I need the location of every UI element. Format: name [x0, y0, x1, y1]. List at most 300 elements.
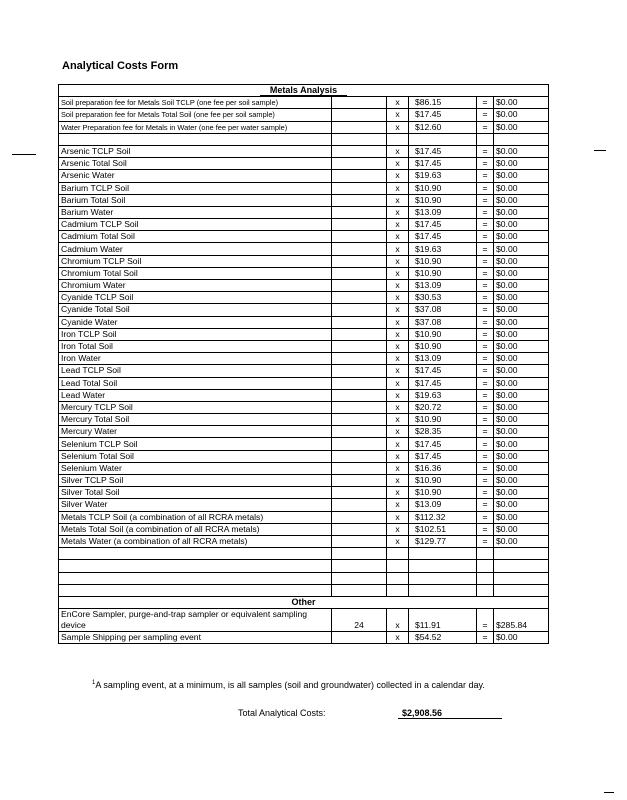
- total-analytical-costs: [238, 708, 502, 719]
- equals-symbol: =: [477, 231, 494, 243]
- equals-symbol: =: [477, 426, 494, 438]
- times-symbol: x: [387, 158, 409, 170]
- equals-symbol: =: [477, 328, 494, 340]
- blank-cell: [387, 584, 409, 596]
- blank-cell: [477, 560, 494, 572]
- cost-row: [59, 206, 549, 218]
- item-total: $0.00: [494, 304, 549, 316]
- item-quantity: [332, 109, 387, 121]
- item-total: $0.00: [494, 121, 549, 133]
- equals-symbol: =: [477, 182, 494, 194]
- item-description: Cyanide Water: [59, 316, 332, 328]
- item-quantity: [332, 535, 387, 547]
- item-rate: $86.15: [409, 97, 477, 109]
- item-total: $285.84: [494, 609, 549, 632]
- times-symbol: x: [387, 632, 409, 644]
- blank-cell: [387, 133, 409, 145]
- item-total: $0.00: [494, 523, 549, 535]
- item-quantity: [332, 194, 387, 206]
- item-total: $0.00: [494, 182, 549, 194]
- blank-cell: [494, 133, 549, 145]
- item-description: Silver TCLP Soil: [59, 475, 332, 487]
- item-total: $0.00: [494, 194, 549, 206]
- equals-symbol: =: [477, 511, 494, 523]
- times-symbol: x: [387, 340, 409, 352]
- times-symbol: x: [387, 328, 409, 340]
- equals-symbol: =: [477, 365, 494, 377]
- item-rate: $10.90: [409, 487, 477, 499]
- item-total: $0.00: [494, 401, 549, 413]
- item-description: Barium Total Soil: [59, 194, 332, 206]
- equals-symbol: =: [477, 487, 494, 499]
- item-rate: $17.45: [409, 231, 477, 243]
- item-rate: $30.53: [409, 292, 477, 304]
- item-rate: $10.90: [409, 328, 477, 340]
- item-rate: $17.45: [409, 450, 477, 462]
- item-rate: $17.45: [409, 219, 477, 231]
- footnote-text: A sampling event, at a minimum, is all samples (soil and groundwater) collected in a calendar day.: [95, 680, 485, 690]
- other-header-row: [59, 596, 549, 608]
- blank-cell: [409, 560, 477, 572]
- item-total: $0.00: [494, 231, 549, 243]
- times-symbol: x: [387, 121, 409, 133]
- item-total: $0.00: [494, 365, 549, 377]
- equals-symbol: =: [477, 145, 494, 157]
- item-rate: $17.45: [409, 109, 477, 121]
- item-rate: $17.45: [409, 365, 477, 377]
- item-quantity: [332, 401, 387, 413]
- item-rate: $12.60: [409, 121, 477, 133]
- item-rate: $19.63: [409, 243, 477, 255]
- cost-row: [59, 255, 549, 267]
- item-quantity: [332, 438, 387, 450]
- blank-row: [59, 584, 549, 596]
- item-total: $0.00: [494, 255, 549, 267]
- item-rate: $37.08: [409, 304, 477, 316]
- item-description: Metals TCLP Soil (a combination of all RCRA metals): [59, 511, 332, 523]
- times-symbol: x: [387, 182, 409, 194]
- equals-symbol: =: [477, 389, 494, 401]
- item-description: Chromium Water: [59, 280, 332, 292]
- equals-symbol: =: [477, 462, 494, 474]
- item-quantity: [332, 280, 387, 292]
- item-total: $0.00: [494, 499, 549, 511]
- item-description: Selenium Total Soil: [59, 450, 332, 462]
- item-rate: $28.35: [409, 426, 477, 438]
- item-description: Cyanide TCLP Soil: [59, 292, 332, 304]
- item-total: $0.00: [494, 450, 549, 462]
- item-quantity: [332, 450, 387, 462]
- item-description: Sample Shipping per sampling event: [59, 632, 332, 644]
- times-symbol: x: [387, 462, 409, 474]
- item-quantity: [332, 499, 387, 511]
- item-description: Mercury Total Soil: [59, 414, 332, 426]
- item-quantity: [332, 523, 387, 535]
- equals-symbol: =: [477, 475, 494, 487]
- times-symbol: x: [387, 206, 409, 218]
- item-description: Barium Water: [59, 206, 332, 218]
- item-rate: $10.90: [409, 267, 477, 279]
- item-quantity: [332, 632, 387, 644]
- item-description: Mercury Water: [59, 426, 332, 438]
- blank-cell: [59, 560, 332, 572]
- blank-row: [59, 560, 549, 572]
- item-rate: $102.51: [409, 523, 477, 535]
- item-total: $0.00: [494, 535, 549, 547]
- item-total: $0.00: [494, 438, 549, 450]
- times-symbol: x: [387, 450, 409, 462]
- cost-row: [59, 243, 549, 255]
- item-description: Barium TCLP Soil: [59, 182, 332, 194]
- item-total: $0.00: [494, 206, 549, 218]
- times-symbol: x: [387, 219, 409, 231]
- times-symbol: x: [387, 535, 409, 547]
- equals-symbol: =: [477, 304, 494, 316]
- item-description: Cadmium Water: [59, 243, 332, 255]
- scan-mark-left: [12, 154, 36, 155]
- item-description: Silver Water: [59, 499, 332, 511]
- times-symbol: x: [387, 377, 409, 389]
- item-quantity: 24: [332, 609, 387, 632]
- cost-row: [59, 389, 549, 401]
- item-description: Silver Total Soil: [59, 487, 332, 499]
- footnote-mark: 1: [92, 680, 96, 686]
- item-total: $0.00: [494, 109, 549, 121]
- blank-cell: [59, 572, 332, 584]
- item-total: $0.00: [494, 280, 549, 292]
- cost-row: [59, 475, 549, 487]
- equals-symbol: =: [477, 194, 494, 206]
- equals-symbol: =: [477, 401, 494, 413]
- item-total: $0.00: [494, 145, 549, 157]
- item-quantity: [332, 377, 387, 389]
- times-symbol: x: [387, 292, 409, 304]
- item-rate: $16.36: [409, 462, 477, 474]
- equals-symbol: =: [477, 499, 494, 511]
- item-description: Arsenic TCLP Soil: [59, 145, 332, 157]
- cost-row: [59, 182, 549, 194]
- cost-row: [59, 353, 549, 365]
- item-quantity: [332, 145, 387, 157]
- cost-row: [59, 426, 549, 438]
- item-description: Selenium TCLP Soil: [59, 438, 332, 450]
- equals-symbol: =: [477, 353, 494, 365]
- item-rate: $10.90: [409, 255, 477, 267]
- times-symbol: x: [387, 523, 409, 535]
- item-total: $0.00: [494, 353, 549, 365]
- item-total: $0.00: [494, 340, 549, 352]
- item-quantity: [332, 475, 387, 487]
- blank-cell: [494, 560, 549, 572]
- item-quantity: [332, 462, 387, 474]
- item-description: Selenium Water: [59, 462, 332, 474]
- item-rate: $129.77: [409, 535, 477, 547]
- item-rate: $17.45: [409, 145, 477, 157]
- analytical-costs-table: [58, 84, 549, 644]
- blank-row: [59, 572, 549, 584]
- item-quantity: [332, 414, 387, 426]
- times-symbol: x: [387, 280, 409, 292]
- item-total: $0.00: [494, 426, 549, 438]
- item-description: Iron TCLP Soil: [59, 328, 332, 340]
- cost-row: [59, 462, 549, 474]
- item-total: $0.00: [494, 511, 549, 523]
- item-description: Chromium TCLP Soil: [59, 255, 332, 267]
- item-description: Arsenic Total Soil: [59, 158, 332, 170]
- item-quantity: [332, 487, 387, 499]
- item-total: $0.00: [494, 219, 549, 231]
- metals-section-header: Metals Analysis: [59, 85, 549, 97]
- equals-symbol: =: [477, 609, 494, 632]
- equals-symbol: =: [477, 255, 494, 267]
- times-symbol: x: [387, 109, 409, 121]
- item-total: $0.00: [494, 487, 549, 499]
- cost-row: [59, 219, 549, 231]
- item-description: EnCore Sampler, purge-and-trap sampler or equivalent sampling device: [59, 609, 332, 632]
- blank-cell: [332, 560, 387, 572]
- equals-symbol: =: [477, 280, 494, 292]
- equals-symbol: =: [477, 523, 494, 535]
- item-description: Lead Total Soil: [59, 377, 332, 389]
- times-symbol: x: [387, 170, 409, 182]
- form-title: Analytical Costs Form: [62, 60, 179, 72]
- times-symbol: x: [387, 414, 409, 426]
- blank-row: [59, 548, 549, 560]
- item-quantity: [332, 292, 387, 304]
- item-description: Metals Water (a combination of all RCRA metals): [59, 535, 332, 547]
- item-rate: $10.90: [409, 182, 477, 194]
- item-quantity: [332, 328, 387, 340]
- item-quantity: [332, 511, 387, 523]
- times-symbol: x: [387, 194, 409, 206]
- item-description: Lead TCLP Soil: [59, 365, 332, 377]
- times-symbol: x: [387, 316, 409, 328]
- item-rate: $13.09: [409, 280, 477, 292]
- times-symbol: x: [387, 145, 409, 157]
- blank-cell: [387, 560, 409, 572]
- equals-symbol: =: [477, 158, 494, 170]
- times-symbol: x: [387, 438, 409, 450]
- item-total: $0.00: [494, 414, 549, 426]
- item-rate: $17.45: [409, 438, 477, 450]
- cost-row: [59, 340, 549, 352]
- item-total: $0.00: [494, 292, 549, 304]
- times-symbol: x: [387, 426, 409, 438]
- equals-symbol: =: [477, 97, 494, 109]
- total-label: Total Analytical Costs:: [238, 708, 326, 718]
- equals-symbol: =: [477, 206, 494, 218]
- cost-row: [59, 377, 549, 389]
- item-quantity: [332, 304, 387, 316]
- item-total: $0.00: [494, 328, 549, 340]
- equals-symbol: =: [477, 535, 494, 547]
- item-description: Water Preparation fee for Metals in Water (one fee per water sample): [59, 121, 332, 133]
- cost-row: [59, 292, 549, 304]
- cost-row: [59, 280, 549, 292]
- scan-mark-corner: [604, 792, 614, 793]
- item-description: Soil preparation fee for Metals Soil TCLP (one fee per soil sample): [59, 97, 332, 109]
- cost-row: [59, 170, 549, 182]
- item-rate: $17.45: [409, 377, 477, 389]
- blank-cell: [409, 133, 477, 145]
- item-quantity: [332, 316, 387, 328]
- equals-symbol: =: [477, 243, 494, 255]
- cost-row: [59, 523, 549, 535]
- scan-mark-right: [594, 150, 606, 151]
- item-rate: $20.72: [409, 401, 477, 413]
- equals-symbol: =: [477, 414, 494, 426]
- other-section-header: Other: [59, 596, 549, 608]
- cost-row: [59, 97, 549, 109]
- times-symbol: x: [387, 231, 409, 243]
- equals-symbol: =: [477, 450, 494, 462]
- item-description: Cadmium TCLP Soil: [59, 219, 332, 231]
- equals-symbol: =: [477, 340, 494, 352]
- blank-cell: [59, 584, 332, 596]
- cost-row: [59, 109, 549, 121]
- item-rate: $17.45: [409, 158, 477, 170]
- item-quantity: [332, 219, 387, 231]
- item-rate: $19.63: [409, 389, 477, 401]
- metals-header-row: [59, 85, 549, 97]
- item-quantity: [332, 267, 387, 279]
- equals-symbol: =: [477, 170, 494, 182]
- blank-cell: [477, 584, 494, 596]
- item-total: $0.00: [494, 462, 549, 474]
- blank-cell: [409, 584, 477, 596]
- item-description: Iron Water: [59, 353, 332, 365]
- item-rate: $13.09: [409, 206, 477, 218]
- item-quantity: [332, 121, 387, 133]
- blank-cell: [332, 133, 387, 145]
- blank-cell: [494, 548, 549, 560]
- times-symbol: x: [387, 255, 409, 267]
- item-rate: $37.08: [409, 316, 477, 328]
- item-total: $0.00: [494, 158, 549, 170]
- cost-row: [59, 316, 549, 328]
- cost-row: [59, 499, 549, 511]
- equals-symbol: =: [477, 219, 494, 231]
- blank-cell: [387, 572, 409, 584]
- times-symbol: x: [387, 243, 409, 255]
- equals-symbol: =: [477, 109, 494, 121]
- item-rate: $10.90: [409, 475, 477, 487]
- item-total: $0.00: [494, 377, 549, 389]
- item-quantity: [332, 97, 387, 109]
- cost-row: [59, 401, 549, 413]
- equals-symbol: =: [477, 377, 494, 389]
- times-symbol: x: [387, 511, 409, 523]
- blank-cell: [477, 133, 494, 145]
- cost-row: [59, 609, 549, 632]
- cost-row: [59, 194, 549, 206]
- item-description: Lead Water: [59, 389, 332, 401]
- item-description: Arsenic Water: [59, 170, 332, 182]
- cost-row: [59, 535, 549, 547]
- times-symbol: x: [387, 389, 409, 401]
- item-description: Soil preparation fee for Metals Total Soil (one fee per soil sample): [59, 109, 332, 121]
- item-rate: $10.90: [409, 414, 477, 426]
- item-rate: $10.90: [409, 340, 477, 352]
- total-value: $2,908.56: [398, 708, 502, 719]
- cost-row: [59, 487, 549, 499]
- blank-cell: [409, 548, 477, 560]
- times-symbol: x: [387, 499, 409, 511]
- blank-cell: [387, 548, 409, 560]
- item-quantity: [332, 340, 387, 352]
- times-symbol: x: [387, 609, 409, 632]
- item-description: Mercury TCLP Soil: [59, 401, 332, 413]
- blank-cell: [477, 548, 494, 560]
- item-rate: $54.52: [409, 632, 477, 644]
- cost-row: [59, 121, 549, 133]
- equals-symbol: =: [477, 316, 494, 328]
- footnote: [92, 680, 485, 690]
- times-symbol: x: [387, 487, 409, 499]
- item-quantity: [332, 365, 387, 377]
- cost-row: [59, 438, 549, 450]
- item-rate: $10.90: [409, 194, 477, 206]
- cost-row: [59, 511, 549, 523]
- item-total: $0.00: [494, 267, 549, 279]
- blank-row: [59, 133, 549, 145]
- item-total: $0.00: [494, 389, 549, 401]
- equals-symbol: =: [477, 632, 494, 644]
- item-quantity: [332, 158, 387, 170]
- times-symbol: x: [387, 97, 409, 109]
- item-description: Metals Total Soil (a combination of all RCRA metals): [59, 523, 332, 535]
- times-symbol: x: [387, 365, 409, 377]
- times-symbol: x: [387, 304, 409, 316]
- item-description: Iron Total Soil: [59, 340, 332, 352]
- item-description: Cyanide Total Soil: [59, 304, 332, 316]
- blank-cell: [59, 133, 332, 145]
- times-symbol: x: [387, 401, 409, 413]
- item-rate: $13.09: [409, 353, 477, 365]
- equals-symbol: =: [477, 267, 494, 279]
- item-quantity: [332, 389, 387, 401]
- item-quantity: [332, 231, 387, 243]
- item-quantity: [332, 255, 387, 267]
- cost-row: [59, 328, 549, 340]
- item-rate: $112.32: [409, 511, 477, 523]
- blank-cell: [332, 584, 387, 596]
- times-symbol: x: [387, 267, 409, 279]
- equals-symbol: =: [477, 292, 494, 304]
- item-quantity: [332, 243, 387, 255]
- blank-cell: [477, 572, 494, 584]
- cost-row: [59, 414, 549, 426]
- item-quantity: [332, 170, 387, 182]
- item-quantity: [332, 426, 387, 438]
- item-rate: $19.63: [409, 170, 477, 182]
- item-total: $0.00: [494, 243, 549, 255]
- item-rate: $11.91: [409, 609, 477, 632]
- blank-cell: [332, 548, 387, 560]
- times-symbol: x: [387, 353, 409, 365]
- cost-row: [59, 632, 549, 644]
- cost-row: [59, 231, 549, 243]
- cost-row: [59, 267, 549, 279]
- item-total: $0.00: [494, 316, 549, 328]
- item-description: Chromium Total Soil: [59, 267, 332, 279]
- item-description: Cadmium Total Soil: [59, 231, 332, 243]
- blank-cell: [494, 572, 549, 584]
- item-total: $0.00: [494, 170, 549, 182]
- item-total: $0.00: [494, 475, 549, 487]
- item-quantity: [332, 182, 387, 194]
- blank-cell: [59, 548, 332, 560]
